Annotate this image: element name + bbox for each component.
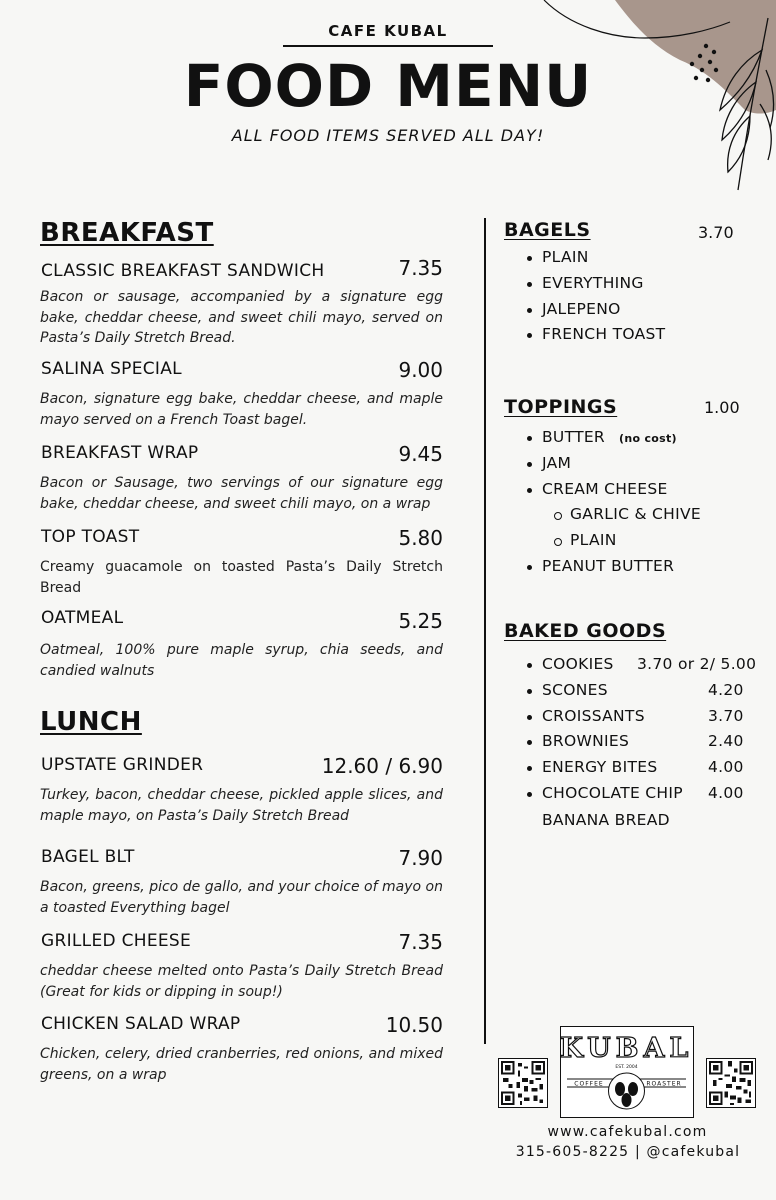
list-item: CREAM CHEESE xyxy=(524,477,701,503)
sub-list-item: PLAIN xyxy=(524,528,701,554)
item-price: 7.35 xyxy=(398,930,443,954)
header-divider xyxy=(283,45,493,47)
baked-item-price: 4.00 xyxy=(708,783,744,802)
baked-goods-list xyxy=(524,652,764,807)
bagels-price: 3.70 xyxy=(698,223,734,242)
coffee-bean-icon xyxy=(615,1082,625,1096)
list-item xyxy=(524,704,764,730)
leaf-decoration-icon xyxy=(530,0,776,210)
item-name: OATMEAL xyxy=(41,608,124,628)
baked-item-name: CHOCOLATE CHIP xyxy=(542,783,683,802)
toppings-list xyxy=(524,425,701,580)
item-name: TOP TOAST xyxy=(41,527,140,547)
item-description: cheddar cheese melted onto Pasta’s Daily Stretch Bread (Great for kids or dipping in soup!) xyxy=(40,963,443,1000)
item-price: 9.00 xyxy=(398,358,443,382)
list-item xyxy=(524,652,764,678)
item-description: Turkey, bacon, cheddar cheese, pickled apple slices, and maple mayo, on Pasta’s Daily Stretch Bread xyxy=(40,787,443,824)
list-item: PEANUT BUTTER xyxy=(524,554,701,580)
column-divider xyxy=(484,218,486,1044)
lunch-heading: LUNCH xyxy=(40,707,142,737)
baked-item-name: SCONES xyxy=(542,680,608,699)
list-item xyxy=(524,755,764,781)
baked-item-name: CROISSANTS xyxy=(542,706,645,725)
item-price: 10.50 xyxy=(385,1013,443,1037)
list-item: PLAIN xyxy=(524,245,665,271)
bagels-heading: BAGELS xyxy=(504,219,591,241)
item-price: 9.45 xyxy=(398,442,443,466)
list-item: JAM xyxy=(524,451,701,477)
list-item: JALEPENO xyxy=(524,297,665,323)
kubal-logo xyxy=(560,1026,694,1118)
item-name: CHICKEN SALAD WRAP xyxy=(41,1014,241,1034)
item-price: 5.25 xyxy=(398,609,443,633)
list-item xyxy=(524,678,764,704)
item-price: 7.90 xyxy=(398,846,443,870)
phone-number[interactable]: 315-605-8225 xyxy=(515,1144,630,1160)
item-name: BAGEL BLT xyxy=(41,847,135,867)
item-price: 5.80 xyxy=(398,526,443,550)
item-name: UPSTATE GRINDER xyxy=(41,755,204,775)
baked-goods-heading: BAKED GOODS xyxy=(504,620,667,642)
item-name: GRILLED CHEESE xyxy=(41,931,192,951)
baked-item-name: COOKIES xyxy=(542,655,614,673)
logo-coffee: COFFEE xyxy=(574,1080,604,1088)
item-description: Bacon, signature egg bake, cheddar cheese, and maple mayo served on a French Toast bagel. xyxy=(40,391,443,428)
baked-item-price: 2.40 xyxy=(708,732,744,751)
item-name: BREAKFAST WRAP xyxy=(41,443,199,463)
social-handle[interactable]: @cafekubal xyxy=(646,1144,741,1160)
topping-note: (no cost) xyxy=(619,432,677,445)
qr-code-icon[interactable] xyxy=(706,1058,756,1108)
logo-roaster: ROASTER xyxy=(646,1080,682,1088)
separator: | xyxy=(634,1144,641,1160)
baked-item-price: 4.00 xyxy=(708,758,744,777)
item-description: Oatmeal, 100% pure maple syrup, chia seeds, and candied walnuts xyxy=(40,642,443,679)
baked-item-price: 3.70 or 2/ 5.00 xyxy=(637,655,757,673)
list-item xyxy=(524,729,764,755)
baked-item-price: 3.70 xyxy=(708,706,744,725)
item-name: SALINA SPECIAL xyxy=(41,359,182,379)
item-description: Chicken, celery, dried cranberries, red onions, and mixed greens, on a wrap xyxy=(40,1046,443,1083)
item-description: Bacon, greens, pico de gallo, and your choice of mayo on a toasted Everything bagel xyxy=(40,879,443,916)
breakfast-heading: BREAKFAST xyxy=(40,218,214,248)
list-item xyxy=(524,781,764,807)
item-name: CLASSIC BREAKFAST SANDWICH xyxy=(41,261,325,281)
item-price: 7.35 xyxy=(398,256,443,280)
baked-item-name: BROWNIES xyxy=(542,732,630,751)
baked-item-price: 4.20 xyxy=(708,680,744,699)
list-item xyxy=(524,425,701,451)
item-description: Bacon or sausage, accompanied by a signature egg bake, cheddar cheese, and sweet chili mayo, served on Pasta’s Daily Stretch Bread. xyxy=(40,289,443,346)
item-description: Creamy guacamole on toasted Pasta’s Daily Stretch Bread xyxy=(40,559,443,596)
baked-item-name: ENERGY BITES xyxy=(542,758,658,777)
list-item: EVERYTHING xyxy=(524,271,665,297)
item-description: Bacon or Sausage, two servings of our signature egg bake, cheddar cheese, and sweet chili mayo, on a wrap xyxy=(40,475,443,512)
toppings-heading: TOPPINGS xyxy=(504,396,618,418)
bagels-list xyxy=(524,245,665,348)
cafe-name: CAFE KUBAL xyxy=(328,22,448,40)
toppings-price: 1.00 xyxy=(704,398,740,417)
topping-name: BUTTER xyxy=(542,428,606,446)
page-title: FOOD MENU xyxy=(183,52,593,120)
contact-line xyxy=(508,1144,748,1160)
qr-code-icon[interactable] xyxy=(498,1058,548,1108)
list-item: FRENCH TOAST xyxy=(524,322,665,348)
item-price: 12.60 / 6.90 xyxy=(321,754,443,778)
tagline: ALL FOOD ITEMS SERVED ALL DAY! xyxy=(231,126,545,145)
logo-wordmark: KUBAL xyxy=(561,1033,692,1064)
website-link[interactable]: www.cafekubal.com xyxy=(547,1124,708,1140)
baked-item-name-continued: BANANA BREAD xyxy=(542,811,670,829)
logo-est: EST. 2004 xyxy=(615,1065,638,1070)
sub-list-item: GARLIC & CHIVE xyxy=(524,502,701,528)
